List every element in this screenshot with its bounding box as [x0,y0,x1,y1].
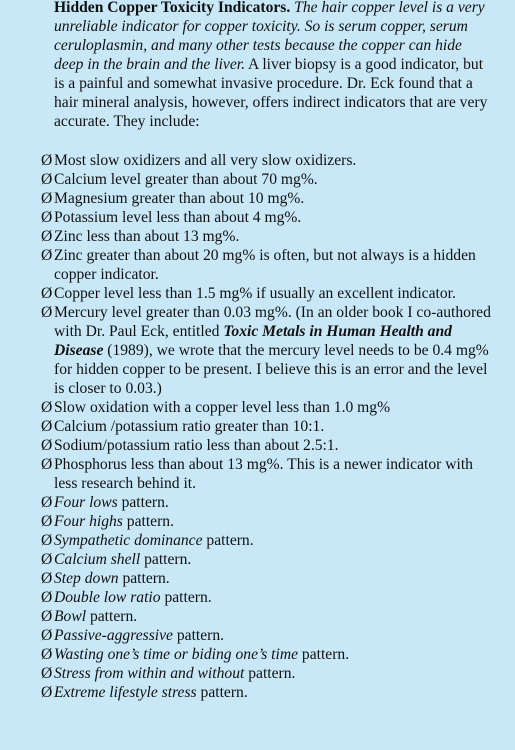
list-item-text: pattern. [244,665,296,682]
pattern-name: Four highs [54,513,123,530]
pattern-name: Wasting one’s time or biding one’s time [54,646,299,663]
list-item [41,683,493,702]
bullet-symbol: Ø [41,209,53,226]
list-item-text: Calcium level greater than about 70 mg%. [54,171,318,188]
bullet-symbol: Ø [41,247,53,264]
bullet-symbol: Ø [41,494,53,511]
intro-plain-text: A liver biopsy is a good indicator, but is a painful and somewhat invasive procedure. Dr. Eck found that a hair mineral analysis, however, offers indirect indicators that are very accurate. They include: [54,56,488,130]
bullet-symbol: Ø [41,551,53,568]
bullet-symbol: Ø [41,418,53,435]
bullet-symbol: Ø [41,513,53,530]
list-item [41,493,493,512]
list-item [41,588,493,607]
bullet-symbol: Ø [41,437,53,454]
bullet-symbol: Ø [41,608,53,625]
list-item [41,284,493,303]
list-item-text: Copper level less than 1.5 mg% if usually an excellent indicator. [54,285,456,302]
list-item [41,531,493,550]
list-item [41,550,493,569]
list-item-text: pattern. [122,513,174,530]
list-item-text: pattern. [172,627,225,644]
bullet-symbol: Ø [41,646,53,663]
list-item [41,398,493,417]
list-item-text: pattern. [118,570,170,587]
list-item [41,151,493,170]
pattern-name: Sympathetic dominance [54,532,203,549]
bullet-symbol: Ø [41,152,53,169]
bullet-symbol: Ø [41,304,53,321]
list-item-text: pattern. [160,589,212,606]
list-item [41,626,493,645]
list-item-text: pattern. [86,608,138,625]
bullet-symbol: Ø [41,228,53,245]
list-item-text: Zinc less than about 13 mg%. [54,228,240,245]
list-item [41,569,493,588]
list-item-text: Magnesium greater than about 10 mg%. [54,190,305,207]
bullet-symbol: Ø [41,627,53,644]
pattern-name: Double low ratio [54,589,161,606]
list-item [41,246,493,284]
list-item-text: pattern. [117,494,169,511]
bullet-symbol: Ø [41,285,53,302]
pattern-name: Passive-aggressive [54,627,173,644]
section-heading: Hidden Copper Toxicity Indicators. [54,0,291,16]
list-item-text: Mercury level greater than 0.03 mg%. (In an older book I co-authored with Dr. Paul Eck, entitled [54,304,491,340]
list-item-text: pattern. [196,684,248,701]
list-item [41,455,493,493]
pattern-name: Bowl [54,608,87,625]
pattern-name: Four lows [54,494,118,511]
list-item-text: Sodium/potassium ratio less than about 2.5:1. [54,437,339,454]
list-item-text: Most slow oxidizers and all very slow oxidizers. [54,152,357,169]
list-item [41,303,493,398]
list-item-text: Zinc greater than about 20 mg% is often, but not always is a hidden copper indicator. [54,247,476,283]
intro-italic-text: The hair copper level is a very unreliable indicator for copper toxicity. So is serum copper, serum ceruloplasmin, and many other tests because the copper can hide deep in the brain and the liver. [54,0,485,73]
list-item [41,436,493,455]
bullet-symbol: Ø [41,190,53,207]
bullet-symbol: Ø [41,399,53,416]
pattern-name: Step down [54,570,119,587]
list-item [41,512,493,531]
pattern-name: Calcium shell [54,551,141,568]
bullet-symbol: Ø [41,456,53,473]
list-item-text: pattern. [140,551,192,568]
bullet-symbol: Ø [41,589,53,606]
list-item-text: pattern. [298,646,350,663]
list-item [41,607,493,626]
list-item [41,417,493,436]
list-item [41,170,493,189]
list-item-text: (1989), we wrote that the mercury level needs to be 0.4 mg% for hidden copper to be present. I believe this is an error and the level is closer to 0.03.) [54,342,489,397]
list-item [41,208,493,227]
bullet-symbol: Ø [41,570,53,587]
bullet-symbol: Ø [41,684,53,701]
list-item-text: Slow oxidation with a copper level less than 1.0 mg% [54,399,391,416]
intro-paragraph [54,0,493,131]
pattern-name: Stress from within and without [54,665,245,682]
list-item-text: Potassium level less than about 4 mg%. [54,209,302,226]
bullet-symbol: Ø [41,532,53,549]
bullet-symbol: Ø [41,665,53,682]
list-item [41,189,493,208]
list-item-text: Phosphorus less than about 13 mg%. This is a newer indicator with less research behind it. [54,456,473,492]
pattern-name: Extreme lifestyle stress [54,684,197,701]
indicator-list [41,151,493,702]
list-item [41,227,493,246]
bullet-symbol: Ø [41,171,53,188]
list-item-text: Calcium /potassium ratio greater than 10:1. [54,418,325,435]
list-item [41,645,493,664]
book-title: Toxic Metals in Human Health and Disease [54,323,452,359]
list-item-text: pattern. [202,532,254,549]
list-item [41,664,493,683]
